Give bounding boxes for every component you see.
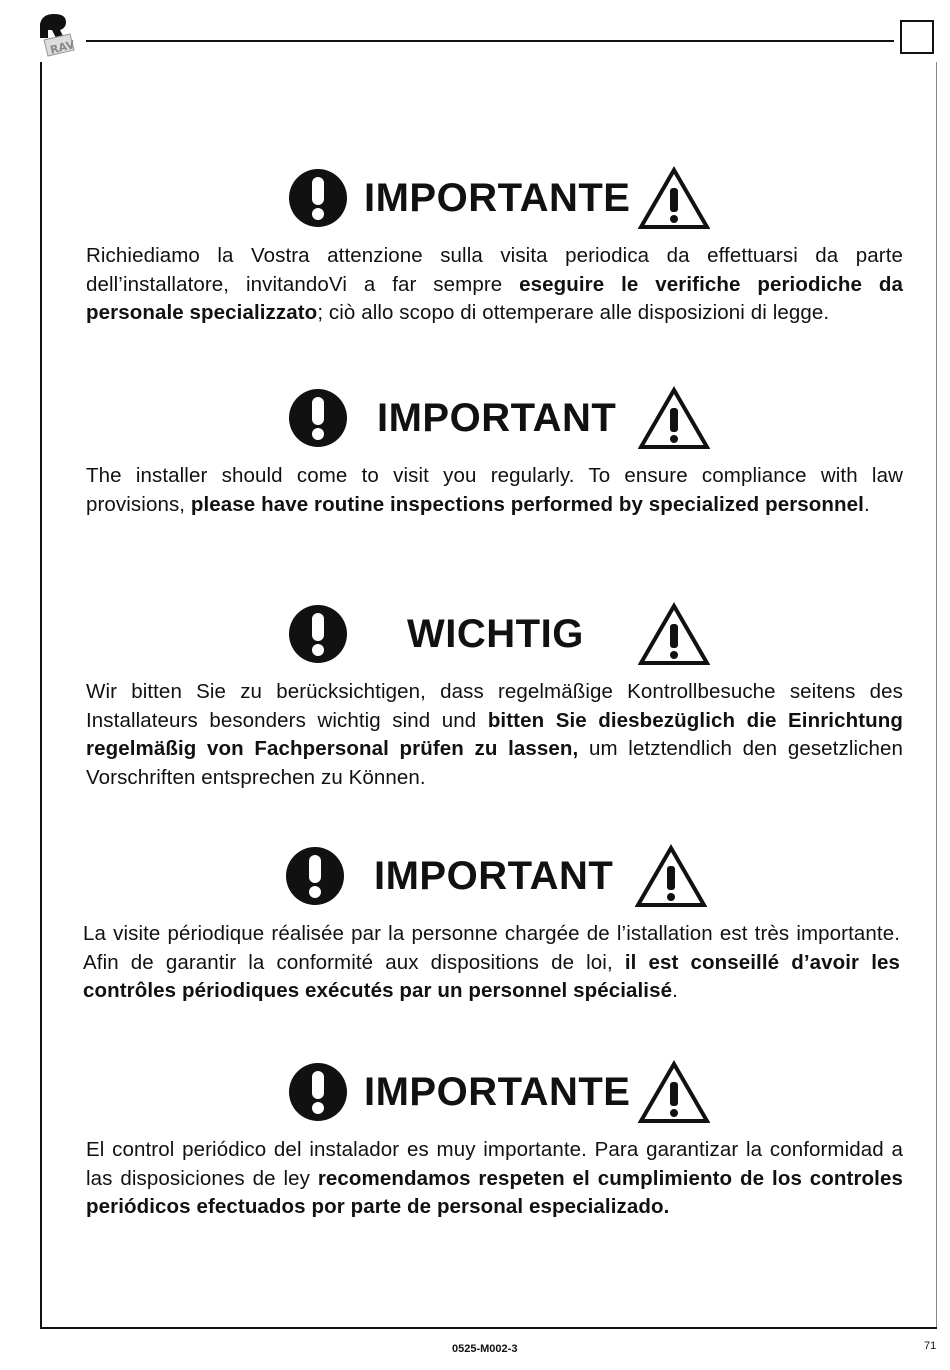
left-border: [40, 62, 42, 1328]
paragraph-text: Richiediamo la Vostra attenzione sulla visita periodica da effettuarsi da parte dell’installatore, invitandoVi a far sempre: [86, 244, 903, 296]
warning-triangle-icon: [638, 386, 710, 450]
exclamation-circle-icon: [285, 846, 345, 906]
exclamation-circle-icon: [288, 1062, 348, 1122]
paragraph-bold-text: recomendamos respeten el cumplimiento de los controles periódicos efectuados por parte de personal especializado.: [86, 1166, 903, 1218]
section-title: WICHTIG: [407, 612, 584, 656]
section-title: IMPORTANT: [377, 396, 617, 440]
exclamation-circle-icon: [288, 604, 348, 664]
paragraph-text: um letztendlich den gesetzlichen Vorschriften entsprechen zu Können.: [86, 737, 903, 789]
bottom-rule: [40, 1327, 937, 1329]
exclamation-circle-icon: [288, 388, 348, 448]
section-paragraph: [86, 678, 903, 792]
warning-triangle-icon: [638, 602, 710, 666]
page-number: 71: [924, 1340, 937, 1352]
section-title: IMPORTANTE: [364, 1070, 631, 1114]
section-english: [86, 386, 903, 519]
svg-text:RAV: RAV: [48, 38, 76, 57]
section-heading: [83, 844, 900, 908]
paragraph-bold-text: bitten Sie diesbezüglich die Einrichtung regelmäßig von Fachpersonal prüfen zu lassen,: [86, 708, 904, 760]
warning-triangle-icon: [635, 844, 707, 908]
corner-box: [900, 20, 934, 54]
paragraph-bold-text: please have routine inspections performed by specialized personnel: [190, 492, 864, 516]
section-paragraph: [86, 242, 903, 328]
section-title: IMPORTANT: [374, 854, 614, 898]
paragraph-text: La visite périodique réalisée par la personne chargée de l’istallation est très importante. Afin de garantir la conformité aux dispositions de loi,: [83, 922, 900, 974]
paragraph-bold-text: eseguire le verifiche periodiche da personale specializzato: [86, 272, 904, 324]
warning-triangle-icon: [638, 166, 710, 230]
document-code: 0525-M002-3: [452, 1343, 518, 1355]
paragraph-text: .: [672, 979, 678, 1002]
paragraph-text: El control periódico del instalador es muy importante. Para garantizar la conformidad a las disposiciones de ley: [86, 1138, 903, 1190]
section-heading: [86, 166, 903, 230]
section-spanish: [86, 1060, 903, 1222]
warning-triangle-icon: [638, 1060, 710, 1124]
section-heading: [86, 1060, 903, 1124]
rav-logo: [36, 10, 82, 60]
section-paragraph: [83, 920, 900, 1006]
section-italian: [86, 166, 903, 328]
section-heading: [86, 602, 903, 666]
paragraph-text: .: [863, 492, 870, 516]
section-paragraph: [86, 462, 903, 519]
section-paragraph: [86, 1136, 903, 1222]
exclamation-circle-icon: [288, 168, 348, 228]
section-heading: [86, 386, 903, 450]
paragraph-bold-text: il est conseillé d’avoir les contrôles périodiques exécutés par un personnel spécialisé: [83, 950, 900, 1002]
paragraph-text: Wir bitten Sie zu berücksichtigen, dass regelmäßige Kontrollbesuche seitens des Installateurs besonders wichtig sind und: [86, 680, 903, 732]
paragraph-text: The installer should come to visit you regularly. To ensure compliance with law provisions,: [86, 464, 903, 516]
paragraph-text: ; ciò allo scopo di ottemperare alle disposizioni di legge.: [317, 301, 830, 324]
section-german: [86, 602, 903, 792]
header-rule: [86, 40, 894, 42]
section-title: IMPORTANTE: [364, 176, 631, 220]
right-border: [936, 62, 937, 1328]
section-french: [83, 844, 900, 1006]
